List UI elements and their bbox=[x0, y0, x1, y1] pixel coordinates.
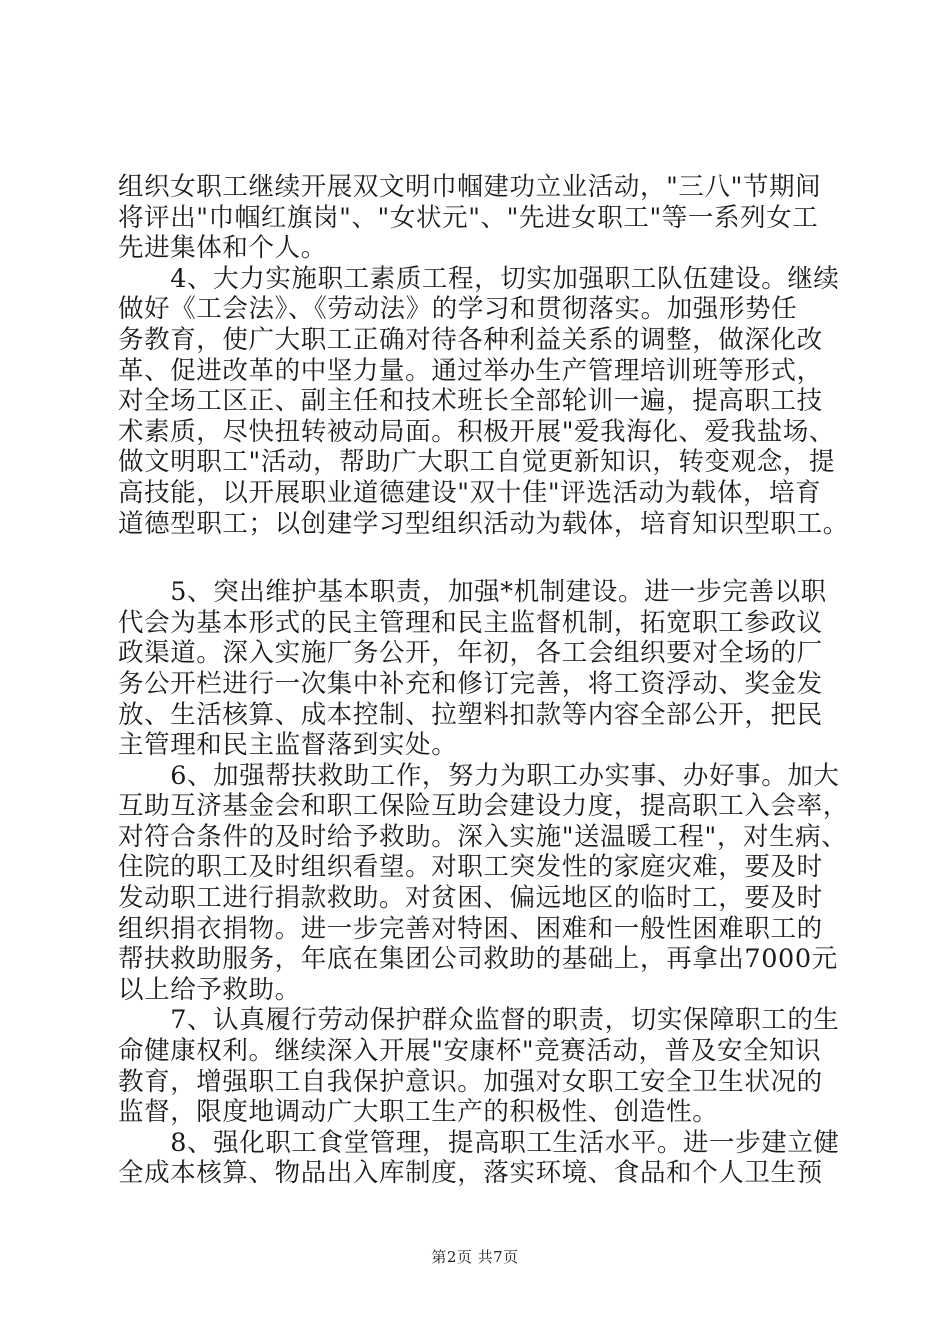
text-line: 主管理和民主监督落到实处。 bbox=[118, 730, 458, 761]
text-line: 代会为基本形式的民主管理和民主监督机制，拓宽职工参政议 bbox=[118, 607, 823, 638]
text-line: 做好《工会法》、《劳动法》的学习和贯彻落实。加强形势任 bbox=[118, 294, 798, 325]
text-line: 互助互济基金会和职工保险互助会建设力度，提高职工入会率， bbox=[118, 791, 849, 822]
text-line: 教育，增强职工自我保护意识。加强对女职工安全卫生状况的 bbox=[118, 1066, 823, 1097]
text-line: 务教育，使广大职工正确对待各种利益关系的调整，做深化改 bbox=[118, 324, 823, 355]
text-line: 政渠道。深入实施厂务公开，年初，各工会组织要对全场的厂 bbox=[118, 638, 823, 669]
text-line: 对符合条件的及时给予救助。深入实施"送温暖工程"，对生病、 bbox=[118, 821, 848, 852]
text-line: 监督，限度地调动广大职工生产的积极性、创造性。 bbox=[118, 1097, 719, 1128]
text-line: 6、加强帮扶救助工作，努力为职工办实事、办好事。加大 bbox=[118, 760, 840, 791]
text-line: 住院的职工及时组织看望。对职工突发性的家庭灾难，要及时 bbox=[118, 852, 823, 883]
text-line: 组织女职工继续开展双文明巾帼建功立业活动，"三八"节期间 bbox=[118, 172, 822, 202]
text-line: 发动职工进行捐款救助。对贫困、偏远地区的临时工，要及时 bbox=[118, 883, 823, 914]
page-number-footer: 第2页 共7页 bbox=[431, 1248, 519, 1266]
text-line: 放、生活核算、成本控制、拉塑料扣款等内容全部公开，把民 bbox=[118, 699, 823, 730]
text-line: 务公开栏进行一次集中补充和修订完善，将工资浮动、奖金发 bbox=[118, 668, 823, 699]
paragraph-block bbox=[118, 172, 849, 1189]
paragraph-gap bbox=[118, 539, 838, 577]
document-body bbox=[118, 172, 849, 1189]
text-line: 做文明职工"活动，帮助广大职工自觉更新知识，转变观念，提 bbox=[118, 447, 836, 478]
text-line: 帮扶救助服务，年底在集团公司救助的基础上，再拿出7000元 bbox=[118, 944, 838, 975]
text-line: 以上给予救助。 bbox=[118, 974, 301, 1005]
text-line: 5、突出维护基本职责，加强*机制建设。进一步完善以职 bbox=[118, 577, 827, 608]
text-line: 4、大力实施职工素质工程，切实加强职工队伍建设。继续 bbox=[118, 263, 840, 294]
text-line: 全成本核算、物品出入库制度，落实环境、食品和个人卫生预 bbox=[118, 1158, 823, 1189]
text-line: 将评出"巾帼红旗岗"、"女状元"、"先进女职工"等一系列女工 bbox=[118, 202, 819, 233]
text-line: 先进集体和个人。 bbox=[118, 233, 327, 264]
text-line: 对全场工区正、副主任和技术班长全部轮训一遍，提高职工技 bbox=[118, 386, 823, 417]
text-line: 道德型职工；以创建学习型组织活动为载体，培育知识型职工。 bbox=[118, 508, 849, 539]
text-line: 革、促进改革的中坚力量。通过举办生产管理培训班等形式， bbox=[118, 355, 823, 386]
text-line: 8、强化职工食堂管理，提高职工生活水平。进一步建立健 bbox=[118, 1127, 840, 1158]
text-line: 组织捐衣捐物。进一步完善对特困、困难和一般性困难职工的 bbox=[118, 913, 823, 944]
text-line: 高技能，以开展职业道德建设"双十佳"评选活动为载体，培育 bbox=[118, 477, 822, 508]
text-line: 命健康权利。继续深入开展"安康杯"竞赛活动，普及安全知识 bbox=[118, 1036, 822, 1067]
text-line: 7、认真履行劳动保护群众监督的职责，切实保障职工的生 bbox=[118, 1005, 840, 1036]
text-line: 术素质，尽快扭转被动局面。积极开展"爱我海化、爱我盐场、 bbox=[118, 416, 836, 447]
